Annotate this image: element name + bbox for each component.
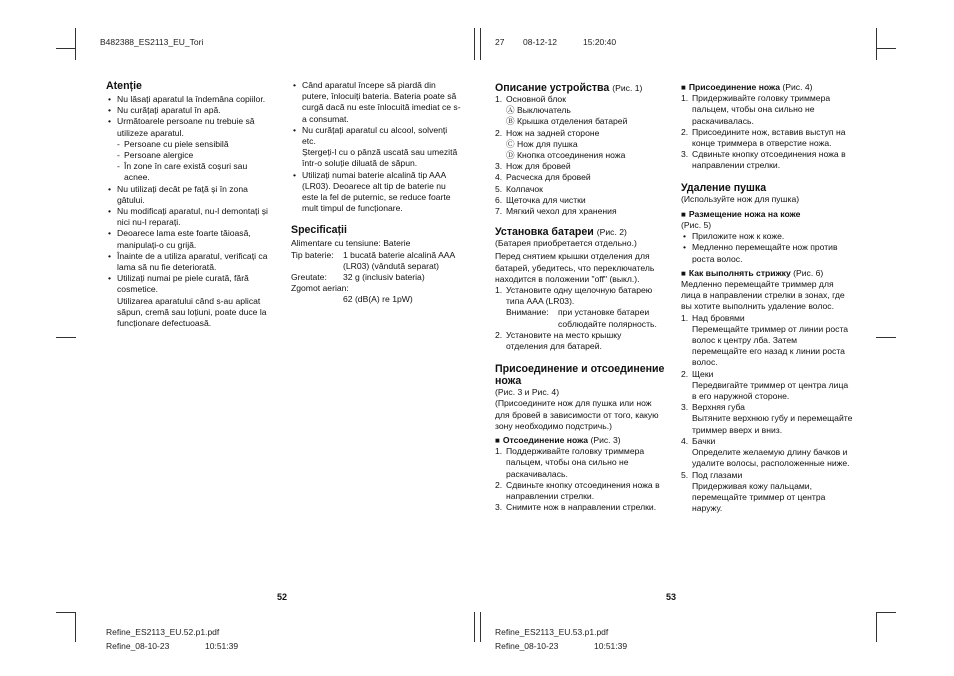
- attach-note: (Присоедините нож для пушка или нож для бровей в зависимости от того, какую зону необходимо подстричь.): [495, 398, 659, 431]
- spec-value: 32 g (inclusiv bateria): [343, 272, 425, 283]
- crop-mark: [876, 28, 877, 60]
- header-number: 27: [495, 37, 505, 47]
- crop-mark: [474, 28, 475, 60]
- list-item: 2. Установите на место крышку отделения для батарей.: [495, 329, 622, 352]
- list-item: 1. Придерживайте головку триммера пальцем, чтобы она сильно не раскачивалась.: [681, 93, 831, 126]
- list-item: 2. Щеки: [681, 368, 714, 379]
- list-item: • Deoarece lama este foarte tăioasă, manipulați-o cu grijă.: [106, 228, 274, 250]
- trim-intro: Медленно перемещайте триммер для лица в направлении стрелки в зонах, где вы хотите выполнить удаление волос.: [681, 279, 845, 312]
- list-item: Ⓑ Крышка отделения батарей: [506, 116, 628, 127]
- crop-mark: [56, 48, 76, 49]
- list-item-detail: Определите желаемую длину бачков и удалите волосы, расположенные ниже.: [692, 447, 850, 469]
- header-time: 15:20:40: [583, 37, 617, 47]
- battery-intro: Перед снятием крышки отделения для батарей, убедитесь, что переключатель находится в положении "off" (выкл.).: [495, 251, 655, 284]
- page-number-right: 53: [666, 592, 677, 602]
- list-item: Ⓒ Нож для пушка: [506, 138, 578, 149]
- list-item: 3. Нож для бровей: [495, 161, 571, 172]
- list-subitem: - În zone în care există coșuri sau acnee.: [106, 161, 274, 183]
- spec-key: Zgomot aerian:: [291, 283, 349, 294]
- list-item: 3. Снимите нож в направлении стрелки.: [495, 502, 657, 513]
- note-text: Ștergeți-l cu o pânză uscată sau umezită într-o soluție diluată de săpun.: [302, 147, 458, 169]
- list-item-detail: Придерживая кожу пальцами, перемещайте триммер от центра наружу.: [692, 480, 826, 514]
- list-subitem: - Persoane alergice: [106, 150, 274, 161]
- column-usage-ru: [681, 82, 853, 514]
- crop-mark: [75, 612, 76, 642]
- footer-date-right: Refine_08-10-23: [495, 641, 559, 651]
- subsection-title-trimming: ■ Как выполнять стрижку (Рис. 6): [681, 268, 853, 279]
- list-item: • Nu curățați aparatul cu alcool, solvenți etc.: [291, 125, 461, 147]
- note-text: Utilizarea aparatului când s-au aplicat săpun, cremă sau loțiuni, poate duce la funcționare defectuoasă.: [117, 295, 267, 329]
- battery-attention: Внимание: при установке батареи соблюдайте полярность.: [506, 307, 657, 329]
- footer-filename-right: Refine_ES2113_EU.53.p1.pdf: [495, 627, 609, 637]
- list-item: • Următoarele persoane nu trebuie să utilizeze aparatul.: [106, 116, 274, 138]
- footer-time-right: 10:51:39: [594, 641, 628, 651]
- spec-row-battery: [291, 250, 461, 272]
- list-item: 3. Сдвиньте кнопку отсоединения ножа в направлении стрелки.: [681, 149, 846, 171]
- list-item-detail: Передвигайте триммер от центра лица в его наружной стороне.: [692, 379, 849, 402]
- header-filename: B482388_ES2113_EU_Tori: [100, 37, 204, 47]
- list-item: 2. Нож на задней стороне: [495, 127, 600, 138]
- list-item: 4. Расческа для бровей: [495, 172, 591, 183]
- list-item: • Nu utilizați decât pe față și în zona gâtului.: [106, 184, 274, 206]
- list-item: 3. Верхняя губа: [681, 402, 745, 413]
- list-item: • Nu modificați aparatul, nu-l demontați și nici nu-l reparați.: [106, 206, 274, 228]
- spec-value: 62 (dB(A) re 1pW): [343, 294, 413, 305]
- section-title-specificatii: Specificații: [291, 224, 347, 237]
- list-item: • Nu curățați aparatul în apă.: [106, 105, 274, 116]
- spec-row-weight: [291, 272, 461, 283]
- section-title-description: Описание устройства (Рис. 1): [495, 82, 643, 94]
- list-item: 2. Присоедините нож, вставив выступ на конце триммера в отверстие ножа.: [681, 126, 846, 149]
- list-item: 4. Бачки: [681, 435, 716, 446]
- list-item: 1. Поддерживайте головку триммера пальцем, чтобы она сильно не раскачивалась.: [495, 446, 645, 479]
- crop-mark: [876, 612, 896, 613]
- crop-mark: [56, 337, 76, 338]
- list-item: • Când aparatul începe să piardă din putere, înlocuiți bateria. Bateria poate să curgă dacă nu este înlocuită imediat ce s-a consumat.: [291, 80, 461, 125]
- footer-date-left: Refine_08-10-23: [106, 641, 170, 651]
- crop-mark: [876, 337, 896, 338]
- crop-mark: [876, 48, 896, 49]
- list-item: 2. Сдвиньте кнопку отсоединения ножа в направлении стрелки.: [495, 479, 660, 502]
- column-battery-specs-ro: [291, 80, 461, 306]
- column-warnings-ro: [106, 80, 274, 329]
- subsection-title-attach: ■ Присоединение ножа (Рис. 4): [681, 82, 853, 93]
- page-number-left: 52: [277, 592, 288, 602]
- crop-mark: [480, 612, 481, 642]
- crop-mark: [876, 612, 877, 642]
- crop-mark: [474, 612, 475, 642]
- list-item: • Înainte de a utiliza aparatul, verificați ca lama să nu fie deteriorată.: [106, 251, 274, 273]
- list-item: Ⓐ Выключатель: [506, 105, 571, 116]
- fuzz-note: (Используйте нож для пушка): [681, 193, 800, 204]
- crop-mark: [480, 28, 481, 60]
- section-ref: (Рис. 3 и Рис. 4): [495, 387, 560, 398]
- spec-value: 1 bucată baterie alcalină AAA (LR03) (vândută separat): [343, 249, 455, 271]
- header-date: 08-12-12: [523, 37, 558, 47]
- crop-mark: [75, 28, 76, 60]
- section-title-battery: Установка батареи (Рис. 2): [495, 226, 627, 239]
- list-item: • Utilizați numai pe piele curată, fără cosmetice.: [106, 273, 274, 295]
- list-item: 5. Под глазами: [681, 469, 743, 480]
- list-item: 1. Установите одну щелочную батарею типа AAA (LR03).: [495, 285, 653, 307]
- list-item: 6. Щеточка для чистки: [495, 194, 586, 205]
- list-item: • Медленно перемещайте нож против роста волос.: [681, 242, 853, 264]
- list-item: • Nu lăsați aparatul la îndemâna copiilor.: [106, 94, 274, 105]
- spec-key: Greutate:: [291, 272, 327, 283]
- list-item: 5. Колпачок: [495, 183, 543, 194]
- list-item-detail: Вытяните верхнюю губу и перемещайте триммер вверх и вниз.: [692, 413, 853, 435]
- subsection-title-placement: ■ Размещение ножа на коже: [681, 209, 853, 220]
- list-subitem: - Persoane cu piele sensibilă: [106, 139, 274, 150]
- section-title-attach-detach: Присоединение и отсоединение ножа: [495, 363, 665, 388]
- list-item: Ⓓ Кнопка отсоединения ножа: [506, 150, 626, 161]
- crop-mark: [56, 612, 76, 613]
- column-description-ru: [495, 82, 665, 514]
- section-ref: (Рис. 5): [681, 220, 712, 231]
- list-item-detail: Перемещайте триммер от линии роста волос к центру лба. Затем перемещайте его назад к линии роста волос.: [692, 323, 849, 368]
- section-title-atentie: Atenție: [106, 80, 142, 92]
- list-item: • Приложите нож к коже.: [681, 231, 853, 242]
- list-item: 1. Основной блок: [495, 94, 566, 104]
- footer-filename-left: Refine_ES2113_EU.52.p1.pdf: [106, 627, 220, 637]
- list-item: 1. Над бровями: [681, 312, 745, 323]
- list-item: • Utilizați numai baterie alcalină tip AAA (LR03). Deoarece alt tip de baterie nu este la fel de puternic, se reduce foarte mult timpul de funcționare.: [291, 170, 461, 215]
- spec-supply: Alimentare cu tensiune: Baterie: [291, 238, 411, 249]
- subsection-title-detach: ■ Отсоединение ножа (Рис. 3): [495, 435, 665, 446]
- footer-time-left: 10:51:39: [205, 641, 239, 651]
- list-item: 7. Мягкий чехол для хранения: [495, 206, 617, 217]
- section-title-fuzz-removal: Удаление пушка: [681, 181, 767, 194]
- spec-key: Tip baterie:: [291, 249, 334, 260]
- battery-note: (Батарея приобретается отдельно.): [495, 238, 637, 249]
